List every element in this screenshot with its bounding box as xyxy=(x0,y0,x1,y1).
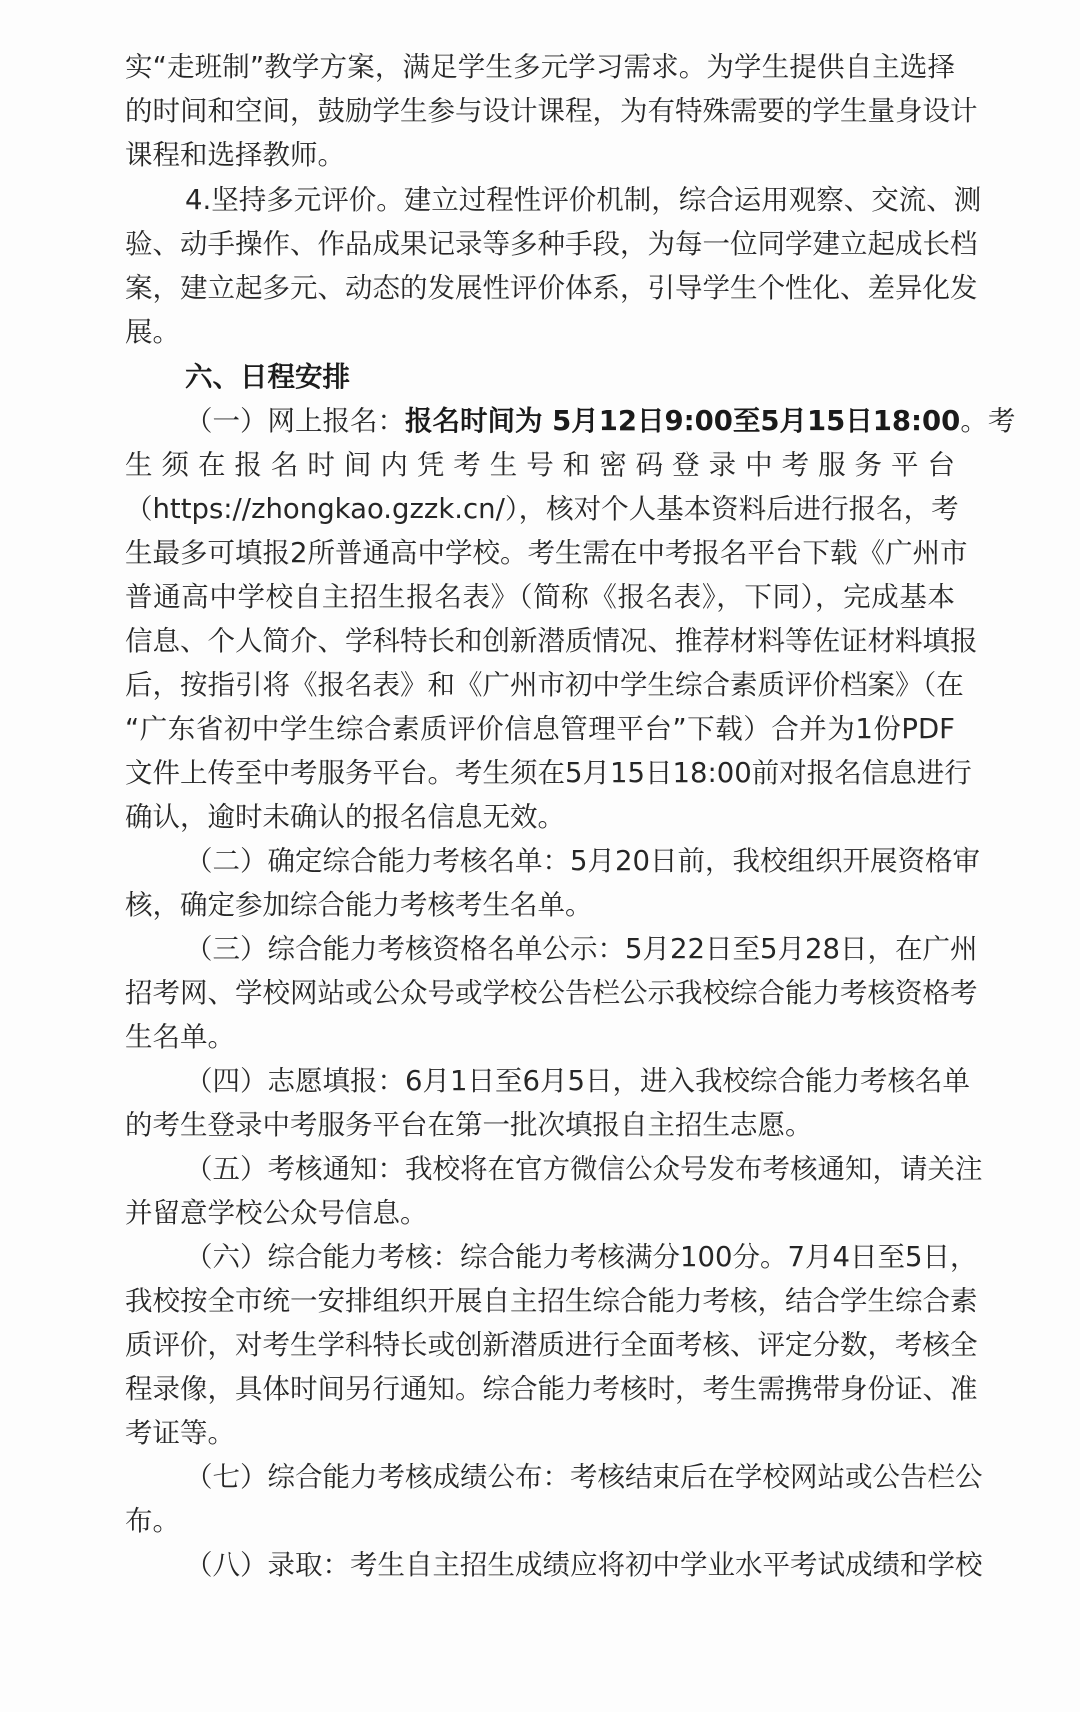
text-line: 的考生登录中考服务平台在第一批次填报自主招生志愿。 xyxy=(125,1109,813,1141)
text-line: 招考网、学校网站或公众号或学校公告栏公示我校综合能力考核资格考 xyxy=(125,977,978,1009)
text-line: 确认，逾时未确认的报名信息无效。 xyxy=(125,801,565,833)
text-line: 核，确定参加综合能力考核考生名单。 xyxy=(125,889,593,921)
text-line: 课程和选择教师。 xyxy=(125,139,345,171)
text-line: 考证等。 xyxy=(125,1417,235,1449)
text-line: （五）考核通知：我校将在官方微信公众号发布考核通知，请关注 xyxy=(185,1153,983,1185)
text-line: 验、动手操作、作品成果记录等多种手段，为每一位同学建立起成长档 xyxy=(125,228,978,260)
text-line: （六）综合能力考核：综合能力考核满分100分。7月4日至5日， xyxy=(185,1241,978,1273)
text-line: 程录像，具体时间另行通知。综合能力考核时，考生需携带身份证、准 xyxy=(125,1373,978,1405)
text-line: 案，建立起多元、动态的发展性评价体系，引导学生个性化、差异化发 xyxy=(125,272,978,304)
text-fragment: 。考 xyxy=(960,405,1016,437)
text-line: （二）确定综合能力考核名单：5月20日前，我校组织开展资格审 xyxy=(185,845,980,877)
text-line: 普通高中学校自主招生报名表》（简称《报名表》，下同），完成基本 xyxy=(125,581,955,613)
text-line: （https://zhongkao.gzzk.cn/），核对个人基本资料后进行报名，考 xyxy=(125,493,959,525)
text-line xyxy=(185,401,1016,441)
text-line: 的时间和空间，鼓励学生参与设计课程，为有特殊需要的学生量身设计 xyxy=(125,95,978,127)
section-heading: 六、日程安排 xyxy=(185,361,350,393)
text-line: 4.坚持多元评价。建立过程性评价机制，综合运用观察、交流、测 xyxy=(185,184,982,216)
text-line: 后，按指引将《报名表》和《广州市初中学生综合素质评价档案》（在 xyxy=(125,669,964,701)
text-line: 我校按全市统一安排组织开展自主招生综合能力考核，结合学生综合素 xyxy=(125,1285,978,1317)
text-line: （四）志愿填报：6月1日至6月5日，进入我校综合能力考核名单 xyxy=(185,1065,970,1097)
registration-time: 报名时间为 5月12日9:00至5月15日18:00 xyxy=(405,405,961,437)
text-line: 信息、个人简介、学科特长和创新潜质情况、推荐材料等佐证材料填报 xyxy=(125,625,978,657)
item-label: （一）网上报名： xyxy=(185,405,405,437)
text-line: “广东省初中学生综合素质评价信息管理平台”下载）合并为1份PDF xyxy=(125,713,955,745)
text-line: （八）录取：考生自主招生成绩应将初中学业水平考试成绩和学校 xyxy=(185,1549,983,1581)
text-line: 生须在报名时间内凭考生号和密码登录中考服务平台 xyxy=(125,449,955,481)
text-line: 生名单。 xyxy=(125,1021,235,1053)
text-line: 展。 xyxy=(125,316,180,348)
text-line: 文件上传至中考服务平台。考生须在5月15日18:00前对报名信息进行 xyxy=(125,757,972,789)
text-line: 布。 xyxy=(125,1505,180,1537)
text-line: （三）综合能力考核资格名单公示：5月22日至5月28日，在广州 xyxy=(185,933,978,965)
text-line: 并留意学校公众号信息。 xyxy=(125,1197,428,1229)
text-line: 质评价，对考生学科特长或创新潜质进行全面考核、评定分数，考核全 xyxy=(125,1329,978,1361)
text-line: （七）综合能力考核成绩公布：考核结束后在学校网站或公告栏公 xyxy=(185,1461,983,1493)
text-line: 生最多可填报2所普通高中学校。考生需在中考报名平台下载《广州市 xyxy=(125,537,968,569)
text-line: 实“走班制”教学方案，满足学生多元学习需求。为学生提供自主选择 xyxy=(125,51,955,83)
